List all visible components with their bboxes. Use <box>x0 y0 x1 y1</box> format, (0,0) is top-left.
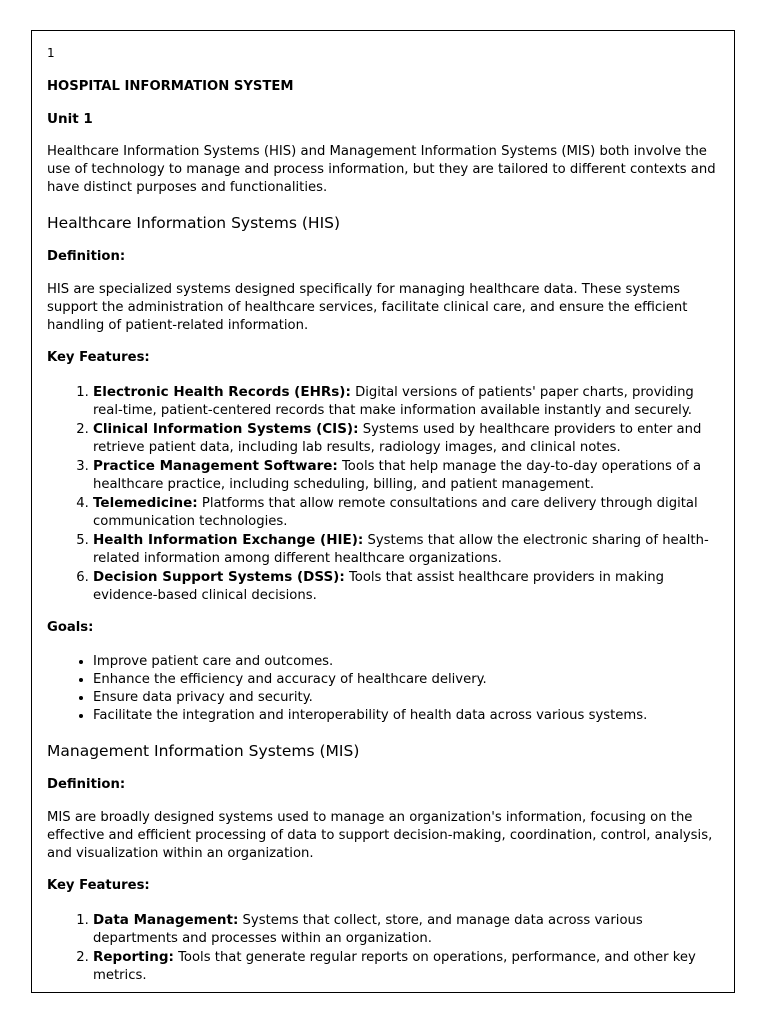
mis-features-label: Key Features: <box>47 878 150 893</box>
intro-paragraph: Healthcare Information Systems (HIS) and Management Information Systems (MIS) both involve the use of technology to manage and process information, but they are tailored to different contexts and have distinct purposes and functionalities. <box>47 144 716 195</box>
feature-desc: Tools that generate regular reports on operations, performance, and other key metrics. <box>93 950 696 983</box>
list-item <box>93 911 721 948</box>
page-number: 1 <box>47 46 55 60</box>
his-heading: Healthcare Information Systems (HIS) <box>47 214 341 232</box>
list-item <box>93 948 721 985</box>
mis-heading: Management Information Systems (MIS) <box>47 742 360 760</box>
his-features-list <box>47 383 721 605</box>
feature-desc: Systems used by healthcare providers to enter and retrieve patient data, including lab results, radiology images, and clinical notes. <box>93 422 702 455</box>
feature-term: Clinical Information Systems (CIS): <box>93 421 359 437</box>
feature-term: Electronic Health Records (EHRs): <box>93 384 351 400</box>
list-item <box>93 568 721 605</box>
list-item <box>93 457 721 494</box>
unit-label: Unit 1 <box>47 111 93 127</box>
feature-desc: Digital versions of patients' paper charts, providing real-time, patient-centered records that make information available instantly and securely. <box>93 385 694 418</box>
feature-term: Telemedicine: <box>93 495 198 511</box>
feature-desc: Systems that collect, store, and manage data across various departments and processes within an organization. <box>93 913 643 946</box>
list-item: • Enhance the efficiency and accuracy of healthcare delivery. <box>93 671 721 689</box>
feature-desc: Systems that allow the electronic sharing of health-related information among different healthcare organizations. <box>93 533 709 566</box>
feature-desc: Tools that assist healthcare providers in making evidence-based clinical decisions. <box>93 570 665 603</box>
feature-desc: Tools that help manage the day-to-day operations of a healthcare practice, including scheduling, billing, and patient management. <box>93 459 702 492</box>
feature-term: Reporting: <box>93 949 174 965</box>
list-item <box>93 420 721 457</box>
feature-term: Data Management: <box>93 912 239 928</box>
list-item: • Ensure data privacy and security. <box>93 689 721 707</box>
his-goals-label: Goals: <box>47 620 94 635</box>
feature-desc: Platforms that allow remote consultations and care delivery through digital communication technologies. <box>93 496 698 529</box>
list-item: • Facilitate the integration and interoperability of health data across various systems. <box>93 707 721 725</box>
feature-term: Decision Support Systems (DSS): <box>93 569 345 585</box>
document-body <box>47 40 721 985</box>
list-item: • Improve patient care and outcomes. <box>93 653 721 671</box>
his-definition-label: Definition: <box>47 249 126 264</box>
document-title: HOSPITAL INFORMATION SYSTEM <box>47 79 294 94</box>
mis-definition-label: Definition: <box>47 777 126 792</box>
his-definition: HIS are specialized systems designed specifically for managing healthcare data. These systems support the administration of healthcare services, facilitate clinical care, and ensure the efficient handling of patient-related information. <box>47 282 688 333</box>
feature-term: Health Information Exchange (HIE): <box>93 532 364 548</box>
his-goals-list <box>47 653 721 725</box>
feature-term: Practice Management Software: <box>93 458 338 474</box>
his-features-label: Key Features: <box>47 350 150 365</box>
list-item <box>93 494 721 531</box>
list-item <box>93 383 721 420</box>
mis-definition: MIS are broadly designed systems used to manage an organization's information, focusing on the effective and efficient processing of data to support decision-making, coordination, control, analysis, and visualization within an organization. <box>47 810 713 861</box>
mis-features-list <box>47 911 721 985</box>
list-item <box>93 531 721 568</box>
